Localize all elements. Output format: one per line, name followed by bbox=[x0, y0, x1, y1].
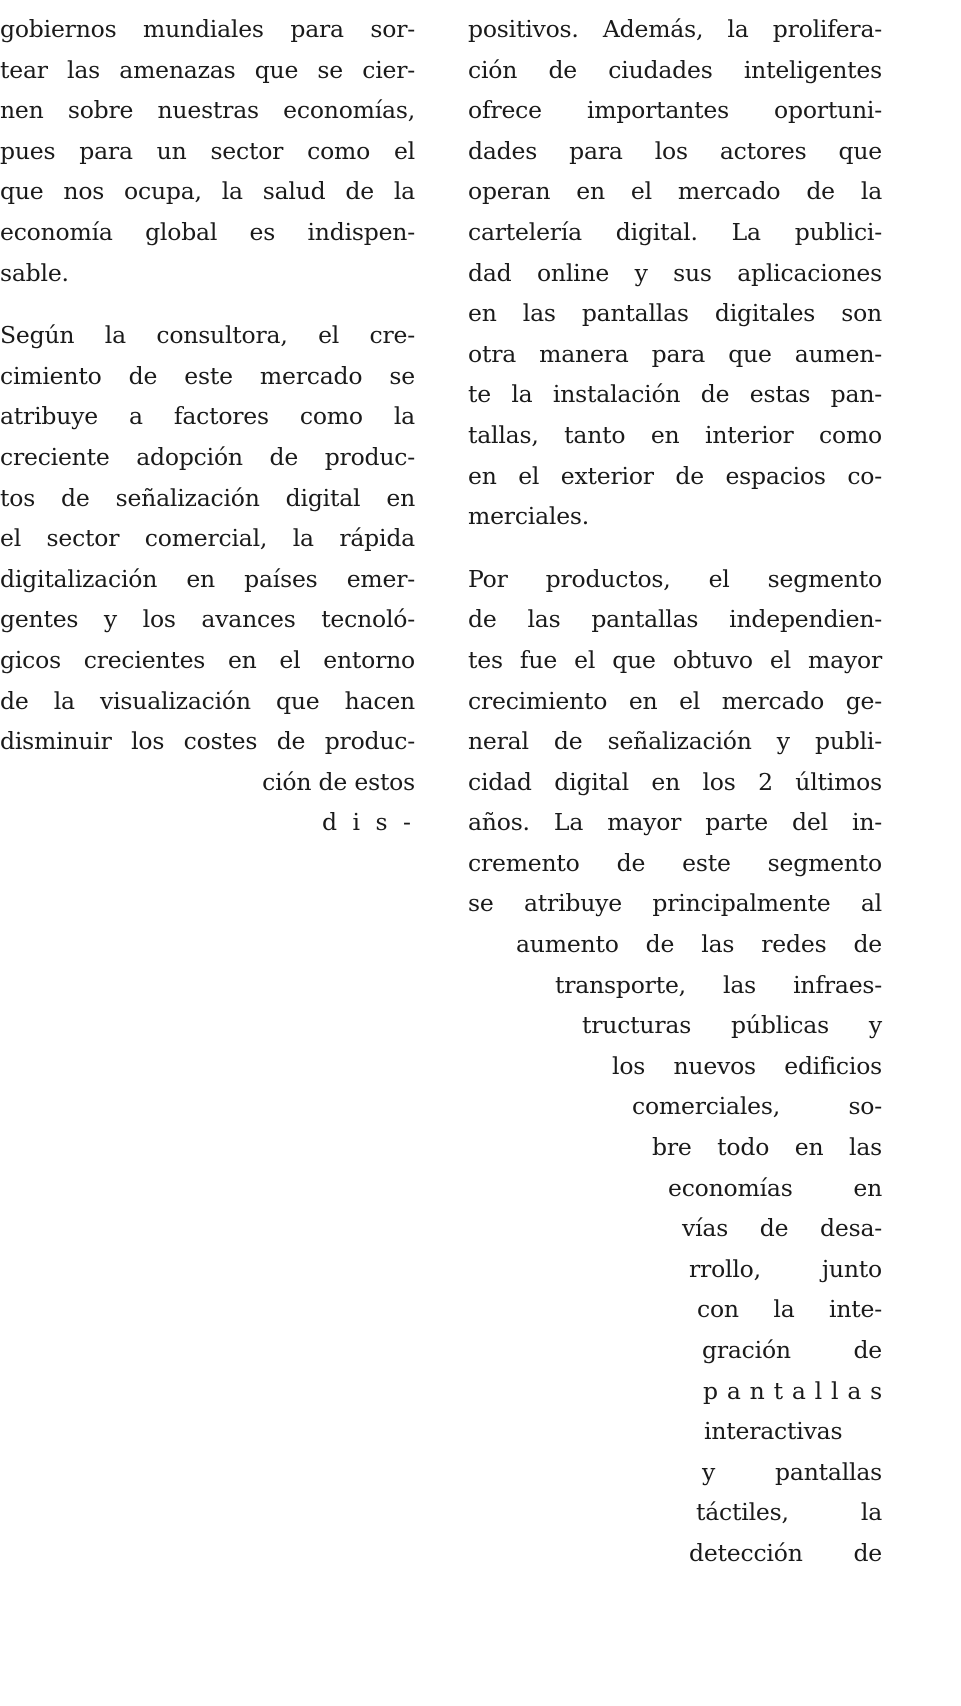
paragraph-4 bbox=[468, 550, 882, 1574]
text-line: gobiernos mundiales para sor- bbox=[0, 15, 415, 43]
text-line: gentes y los avances tecnoló- bbox=[0, 605, 415, 634]
text-line: de las pantallas independien- bbox=[468, 605, 882, 634]
paragraph-3 bbox=[468, 0, 882, 537]
text-line: vías de desa- bbox=[682, 1214, 882, 1243]
text-line: tallas, tanto en interior como bbox=[468, 420, 882, 449]
text-line: tructuras públicas y bbox=[582, 1011, 882, 1040]
text-line: te la instalación de estas pan- bbox=[468, 380, 882, 409]
text-line: transporte, las infraes- bbox=[555, 970, 882, 999]
text-line: economías en bbox=[668, 1173, 882, 1202]
text-line: ción de ciudades inteligentes bbox=[468, 55, 882, 84]
text-line: en las pantallas digitales son bbox=[468, 299, 882, 328]
right-text-column bbox=[468, 0, 882, 1574]
text-line: operan en el mercado de la bbox=[468, 177, 882, 206]
text-line: economía global es indispen- bbox=[0, 217, 415, 246]
text-line: d i s - bbox=[322, 808, 415, 837]
text-line: cimiento de este mercado se bbox=[0, 361, 415, 390]
text-line: aumento de las redes de bbox=[516, 930, 882, 959]
text-line: creciente adopción de produc- bbox=[0, 442, 415, 471]
text-line: ofrece importantes oportuni- bbox=[468, 96, 882, 125]
text-line: comerciales, so- bbox=[632, 1092, 882, 1121]
text-line: detección de bbox=[689, 1538, 882, 1567]
text-line: Por productos, el segmento bbox=[468, 564, 882, 593]
text-line: en el exterior de espacios co- bbox=[468, 461, 882, 490]
text-line: sable. bbox=[0, 258, 69, 287]
left-text-column bbox=[0, 0, 415, 843]
text-line: dad online y sus aplicaciones bbox=[468, 258, 882, 287]
text-line: digitalización en países emer- bbox=[0, 564, 415, 593]
text-line: años. La mayor parte del in- bbox=[468, 808, 882, 837]
text-line: y pantallas bbox=[702, 1457, 882, 1486]
text-line: positivos. Además, la prolifera- bbox=[468, 15, 882, 43]
text-line: cartelería digital. La publici- bbox=[468, 217, 882, 246]
text-line: los nuevos edificios bbox=[612, 1051, 882, 1080]
text-line: disminuir los costes de produc- bbox=[0, 727, 415, 756]
text-line: Según la consultora, el cre- bbox=[0, 321, 415, 350]
text-line: ción de estos bbox=[262, 767, 415, 796]
text-line: neral de señalización y publi- bbox=[468, 727, 882, 756]
text-line: tos de señalización digital en bbox=[0, 483, 415, 512]
text-line: cidad digital en los 2 últimos bbox=[468, 767, 882, 796]
text-line: tes fue el que obtuvo el mayor bbox=[468, 645, 882, 674]
text-line: otra manera para que aumen- bbox=[468, 339, 882, 368]
paragraph-1 bbox=[0, 0, 415, 293]
text-line: gicos crecientes en el entorno bbox=[0, 645, 415, 674]
text-line: nen sobre nuestras economías, bbox=[0, 96, 415, 125]
text-line: el sector comercial, la rápida bbox=[0, 524, 415, 553]
text-line: bre todo en las bbox=[652, 1133, 882, 1162]
paragraph-2 bbox=[0, 306, 415, 843]
text-line: p a n t a l l a s bbox=[703, 1376, 882, 1405]
text-line: interactivas bbox=[704, 1417, 843, 1446]
text-line: rrollo, junto bbox=[689, 1254, 882, 1283]
text-line: se atribuye principalmente al bbox=[468, 889, 882, 918]
text-line: crecimiento en el mercado ge- bbox=[468, 686, 882, 715]
text-line: atribuye a factores como la bbox=[0, 402, 415, 431]
text-line: tear las amenazas que se cier- bbox=[0, 55, 415, 84]
text-line: gración de bbox=[702, 1336, 882, 1364]
text-line: cremento de este segmento bbox=[468, 848, 882, 877]
text-line: de la visualización que hacen bbox=[0, 686, 415, 715]
text-line: táctiles, la bbox=[696, 1498, 882, 1527]
text-line: con la inte- bbox=[697, 1295, 882, 1324]
text-line: que nos ocupa, la salud de la bbox=[0, 177, 415, 206]
text-line: pues para un sector como el bbox=[0, 136, 415, 165]
text-line: dades para los actores que bbox=[468, 136, 882, 165]
text-line: merciales. bbox=[468, 502, 590, 531]
